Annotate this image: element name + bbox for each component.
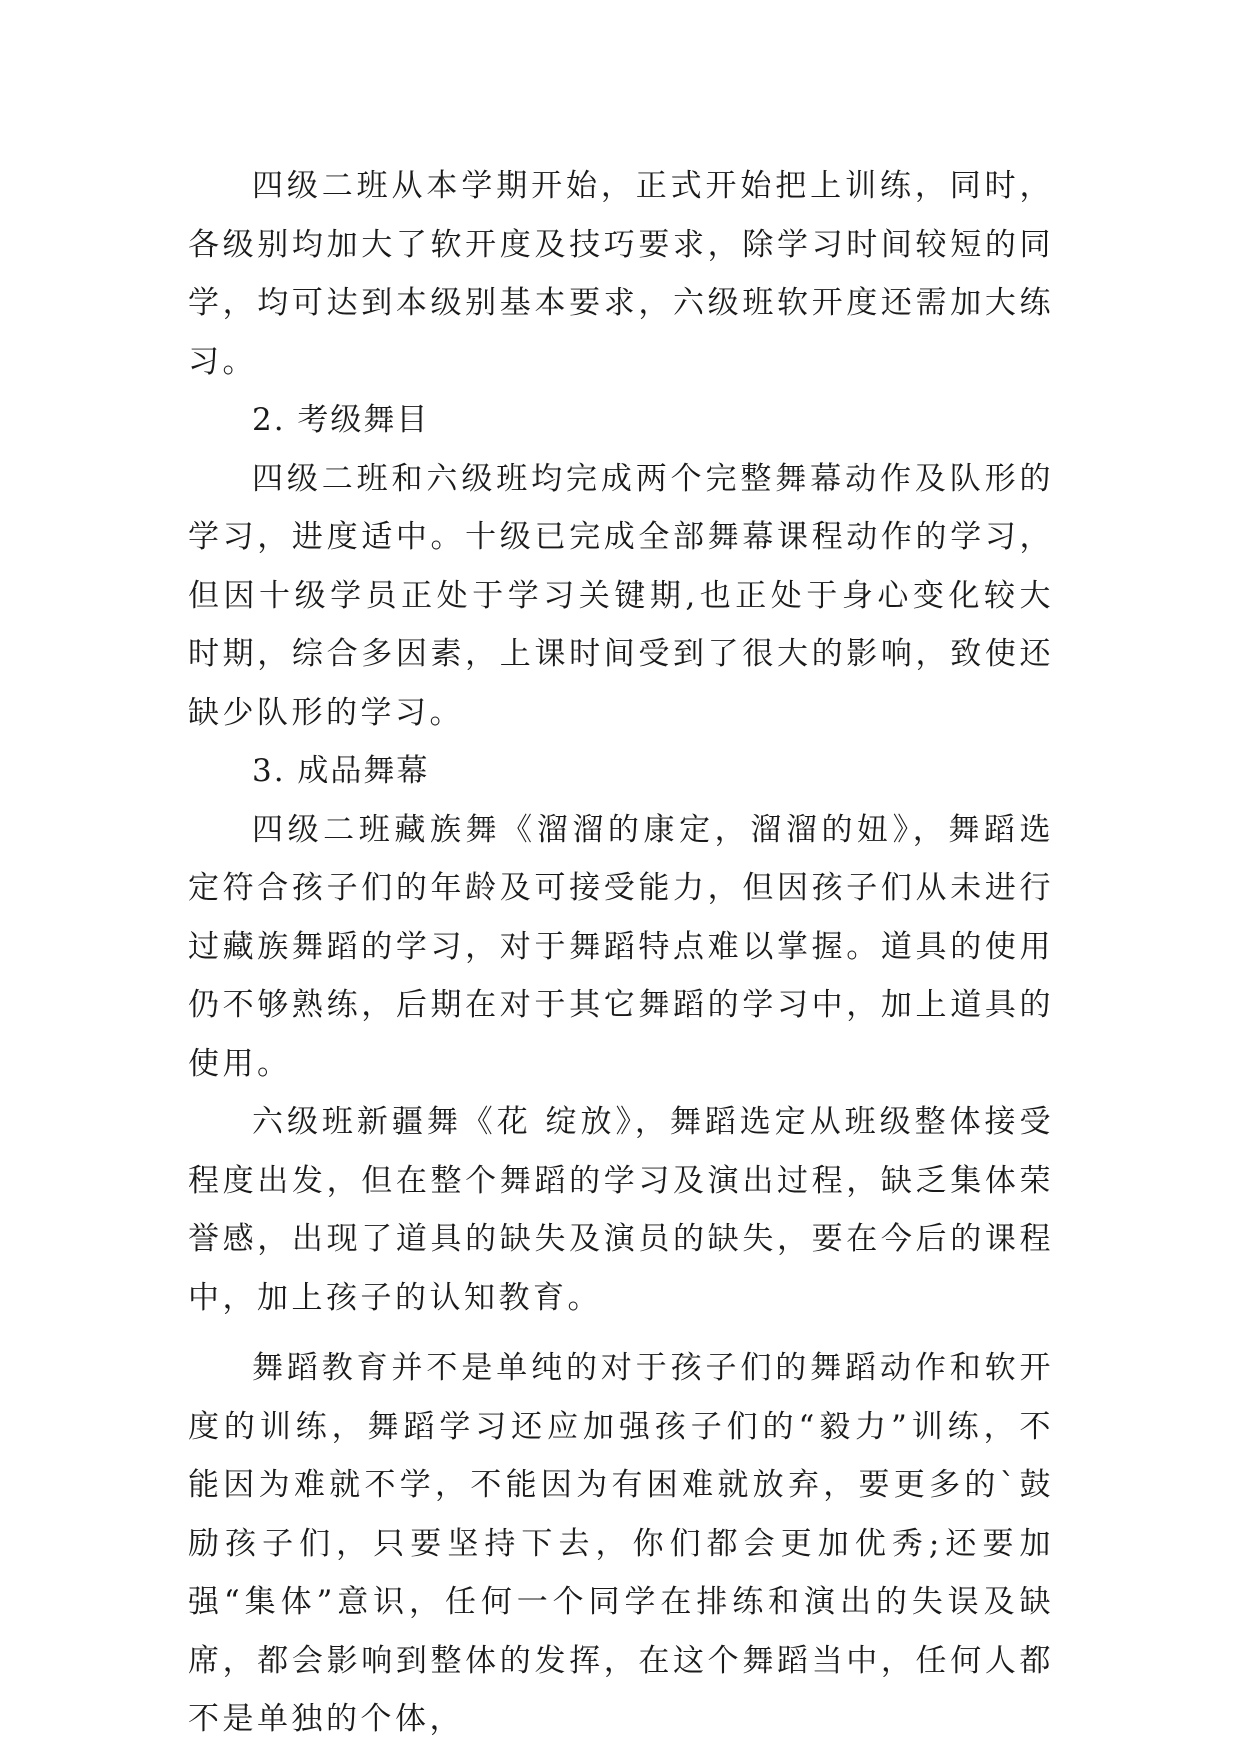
section-heading-exam-dance: 2. 考级舞目 [252,402,430,438]
paragraph-exam-dance: 四级二班和六级班均完成两个完整舞幕动作及队形的学习，进度适中。十级已完成全部舞幕课程动作的学习，但因十级学员正处于学习关键期,也正处于身心变化较大时期，综合多因素，上课时间受到了很大的影响，致使还缺少队形的学习。 [188,460,1054,731]
paragraph-spacer [188,1327,1054,1339]
paragraph-tibetan-dance: 四级二班藏族舞《溜溜的康定，溜溜的妞》，舞蹈选定符合孩子们的年龄及可接受能力，但因孩子们从未进行过藏族舞蹈的学习，对于舞蹈特点难以掌握。道具的使用仍不够熟练，后期在对于其它舞蹈的学习中，加上道具的使用。 [188,811,1054,1082]
document-page [188,157,1054,1749]
section-heading-finished-dance: 3. 成品舞幕 [252,753,430,789]
paragraph-xinjiang-dance: 六级班新疆舞《花 绽放》，舞蹈选定从班级整体接受程度出发，但在整个舞蹈的学习及演出过程，缺乏集体荣誉感，出现了道具的缺失及演员的缺失，要在今后的课程中，加上孩子的认知教育。 [188,1104,1054,1316]
paragraph-training: 四级二班从本学期开始，正式开始把上训练，同时，各级别均加大了软开度及技巧要求，除学习时间较短的同学，均可达到本级别基本要求，六级班软开度还需加大练习。 [188,168,1054,380]
paragraph-dance-education: 舞蹈教育并不是单纯的对于孩子们的舞蹈动作和软开度的训练，舞蹈学习还应加强孩子们的“毅力”训练，不能因为难就不学，不能因为有困难就放弃，要更多的`鼓励孩子们，只要坚持下去，你们都会更加优秀;还要加强“集体”意识，任何一个同学在排练和演出的失误及缺席，都会影响到整体的发挥，在这个舞蹈当中，任何人都不是单独的个体， [188,1350,1054,1737]
